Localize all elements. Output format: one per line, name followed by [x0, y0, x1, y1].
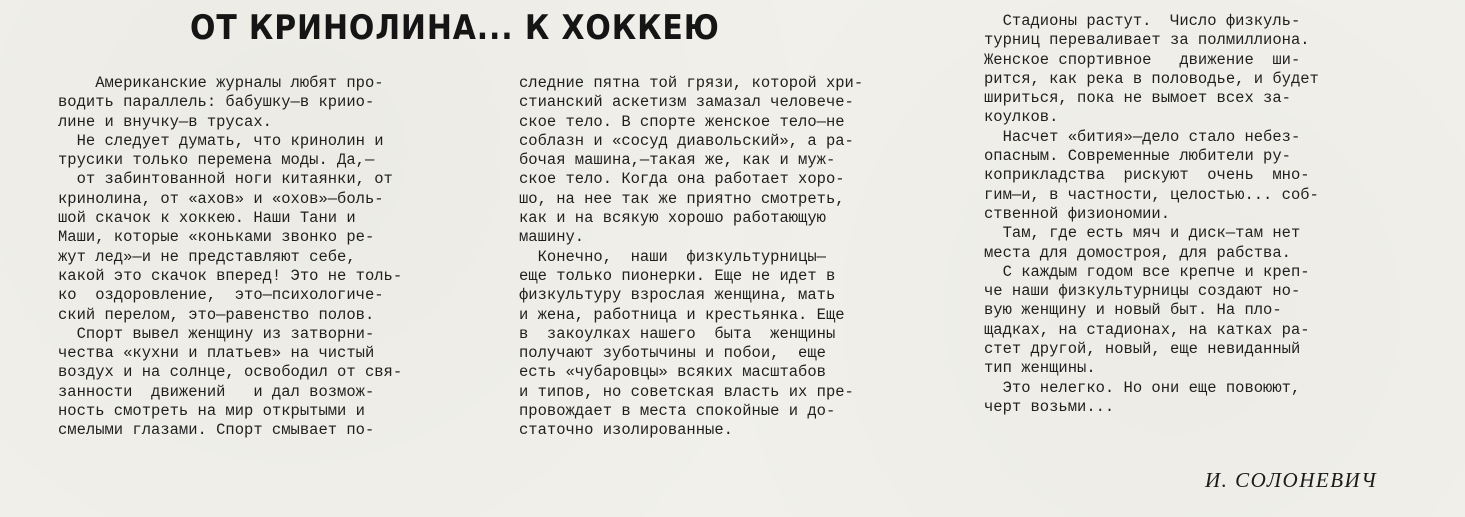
text-line: шой скачок к хоккею. Наши Тани и	[58, 209, 356, 228]
text-line: от забинтованной ноги китаянки, от	[58, 170, 393, 189]
text-line: как и на всякую хорошо работающую	[519, 209, 826, 228]
text-line: Спорт вывел женщину из затворни-	[58, 324, 375, 343]
text-line: щадках, на стадионах, на катках ра-	[984, 320, 1310, 339]
text-line: жут лед»—и не представляют себе,	[58, 247, 356, 266]
text-line: стианский аскетизм замазал человече-	[519, 93, 854, 112]
text-line: Американские журналы любят про-	[58, 74, 384, 92]
text-line: Это нелегко. Но они еще повоюют,	[984, 378, 1301, 397]
text-line: Стадионы растут. Число физкуль-	[984, 12, 1301, 30]
text-line: и жена, работница и крестьянка. Еще	[519, 305, 845, 324]
text-line: стет другой, новый, еще невиданный	[984, 340, 1301, 359]
text-line: вую женщину и новый быт. На пло-	[984, 301, 1282, 320]
text-line: статочно изолированные.	[519, 421, 733, 440]
text-line: следние пятна той грязи, которой хри-	[519, 74, 864, 92]
text-line: соблазн и «сосуд диавольский», а ра-	[519, 131, 854, 150]
text-line: еще только пионерки. Еще не идет в	[519, 266, 836, 285]
text-line: и типов, но советская власть их пре-	[519, 382, 854, 401]
text-line: ность смотреть на мир открытыми и	[58, 402, 365, 421]
text-line: лине и внучку—в трусах.	[58, 112, 272, 131]
text-line: физкультуру взрослая женщина, мать	[519, 286, 836, 305]
text-line: смелыми глазами. Спорт смывает по-	[58, 421, 375, 440]
text-line: Там, где есть мяч и диск—там нет	[984, 224, 1301, 243]
text-line: Не следует думать, что кринолин и	[58, 131, 384, 150]
text-line: машину.	[519, 228, 585, 247]
text-line: кринолина, от «ахов» и «охов»—боль-	[58, 189, 384, 208]
text-line: ко оздоровление, это—психологиче-	[58, 286, 384, 305]
text-line: занности движений и дал возмож-	[58, 382, 375, 401]
text-line: места для домостроя, для рабства.	[984, 243, 1291, 262]
text-line: опасным. Современные любители ру-	[984, 147, 1291, 166]
author-signature: И. СОЛОНЕВИЧ	[1205, 468, 1378, 492]
text-line: чества «кухни и платьев» на чистый	[58, 344, 375, 363]
text-line: воздух и на солнце, освободил от свя-	[58, 363, 403, 382]
text-line: коулков.	[984, 108, 1059, 127]
text-line: че наши физкультурницы создают но-	[984, 282, 1301, 301]
text-line: ский перелом, это—равенство полов.	[58, 305, 375, 324]
text-line: Конечно, наши физкультурницы—	[519, 247, 826, 266]
text-line: какой это скачок вперед! Это не толь-	[58, 266, 403, 285]
text-line: провождает в места спокойные и до-	[519, 402, 836, 421]
text-line: шо, на нее так же приятно смотреть,	[519, 189, 845, 208]
text-line: черт возьми...	[984, 397, 1115, 416]
text-line: водить параллель: бабушку—в криио-	[58, 93, 375, 112]
text-line: ское тело. В спорте женское тело—не	[519, 112, 845, 131]
text-line: Женское спортивное движение ши-	[984, 50, 1301, 69]
text-line: Насчет «бития»—дело стало небез-	[984, 127, 1301, 146]
article-headline: ОТ КРИНОЛИНА... К ХОККЕЮ	[190, 8, 720, 48]
text-line: есть «чубаровцы» всяких масштабов	[519, 363, 826, 382]
text-line: шириться, пока не вымоет всех за-	[984, 89, 1291, 108]
text-line: в закоулках нашего быта женщины	[519, 324, 836, 343]
article-column-1	[58, 74, 402, 441]
text-line: трусики только перемена моды. Да,—	[58, 151, 375, 170]
text-line: бочая машина,—такая же, как и муж-	[519, 151, 836, 170]
text-line: тип женщины.	[984, 359, 1096, 378]
text-line: ственной физиономии.	[984, 204, 1171, 223]
text-line: гим—и, в частности, целостью... соб-	[984, 185, 1319, 204]
text-line: турниц переваливает за полмиллиона.	[984, 31, 1310, 50]
article-column-3	[984, 12, 1319, 417]
text-line: ское тело. Когда она работает хоро-	[519, 170, 845, 189]
text-line: Маши, которые «коньками звонко ре-	[58, 228, 375, 247]
text-line: получают зуботычины и побои, еще	[519, 344, 826, 363]
text-line: коприкладства рискуют очень мно-	[984, 166, 1310, 185]
text-line: С каждым годом все крепче и креп-	[984, 262, 1310, 281]
article-column-2	[519, 74, 863, 441]
text-line: рится, как река в половодье, и будет	[984, 69, 1319, 88]
